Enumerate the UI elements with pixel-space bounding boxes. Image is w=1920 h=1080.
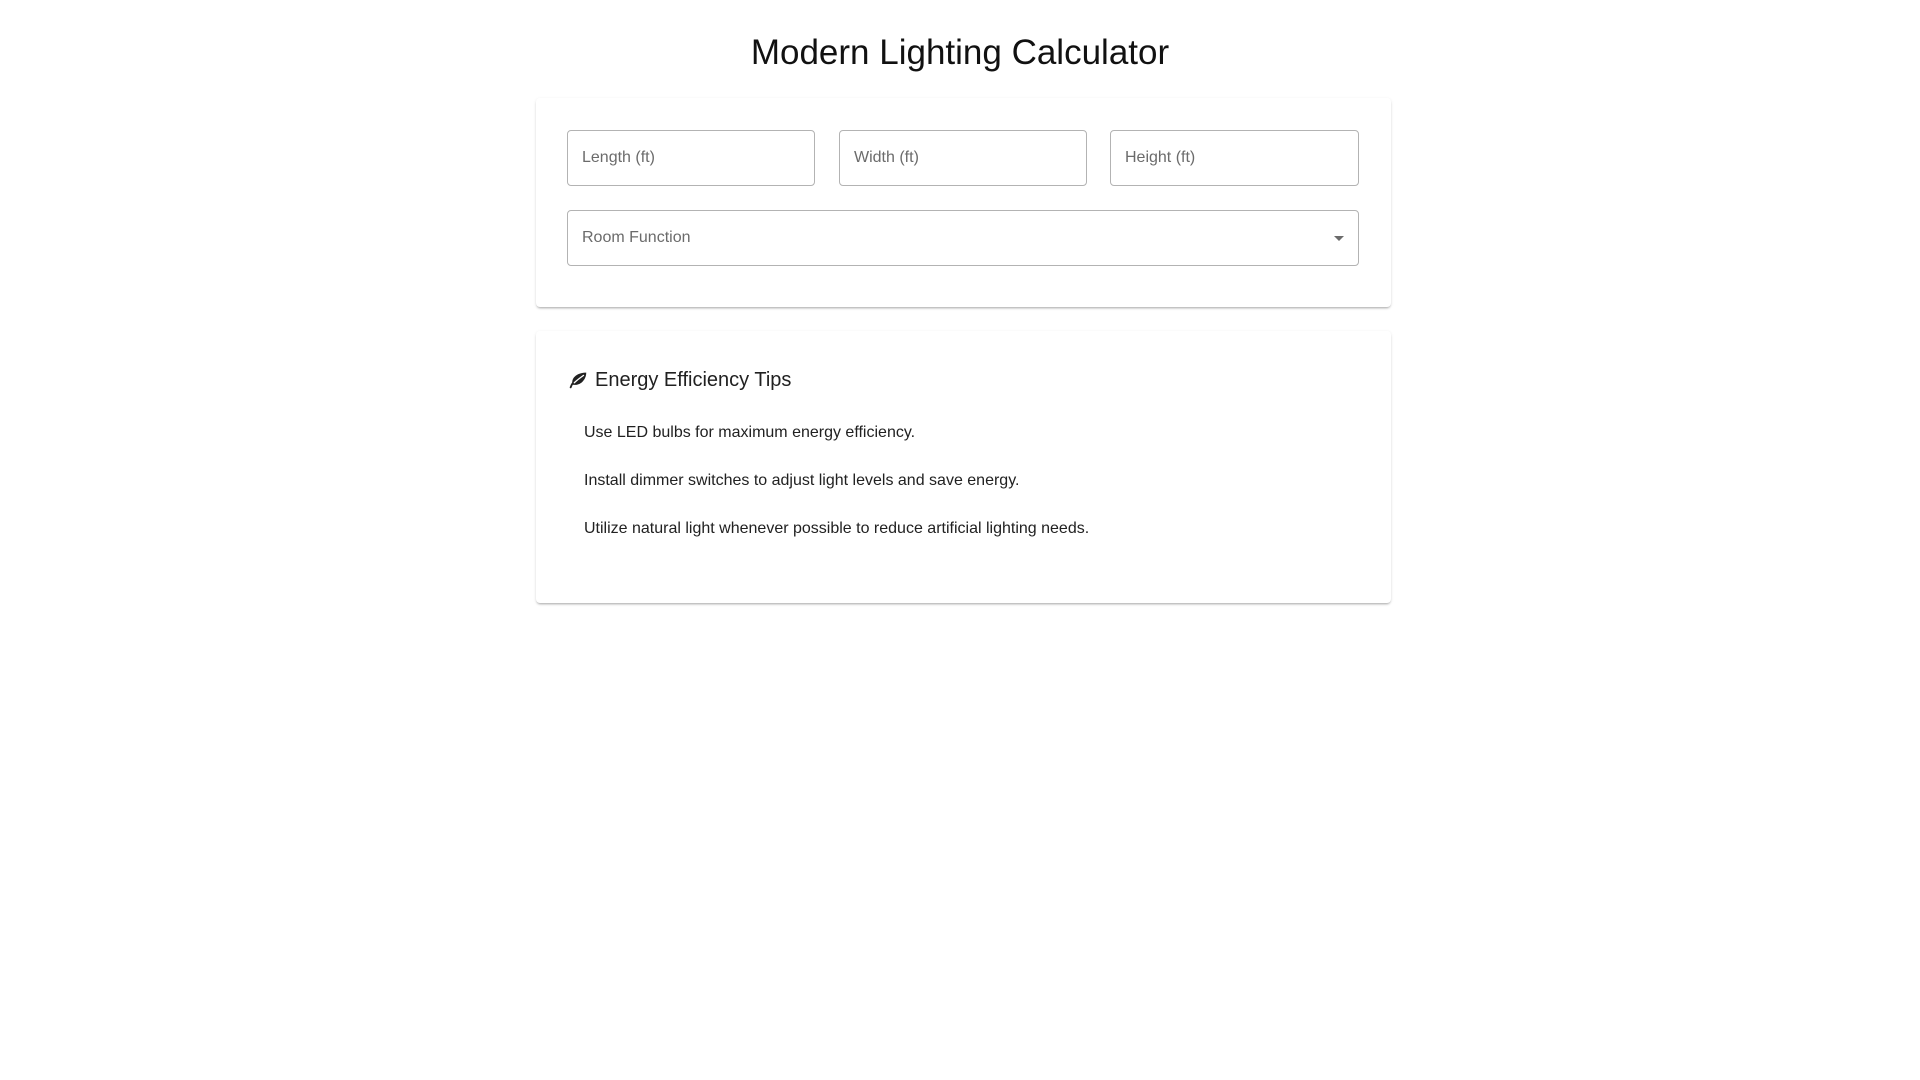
room-function-select[interactable] bbox=[567, 210, 1359, 266]
height-field[interactable] bbox=[1110, 130, 1359, 186]
room-function-label: Room Function bbox=[582, 229, 691, 246]
width-field[interactable] bbox=[839, 130, 1087, 186]
length-input[interactable] bbox=[568, 131, 814, 185]
tips-card bbox=[536, 331, 1391, 603]
leaf-icon bbox=[567, 369, 589, 391]
tips-title: Energy Efficiency Tips bbox=[595, 368, 792, 391]
page-title: Modern Lighting Calculator bbox=[750, 33, 1170, 72]
tip-item: Utilize natural light whenever possible to reduce artificial lighting needs. bbox=[584, 520, 1090, 537]
tip-item: Use LED bulbs for maximum energy efficiency. bbox=[584, 424, 916, 441]
chevron-down-icon bbox=[1334, 236, 1344, 241]
tip-item: Install dimmer switches to adjust light levels and save energy. bbox=[584, 472, 1020, 489]
tips-list bbox=[584, 421, 1089, 565]
tips-header bbox=[567, 365, 791, 395]
length-field[interactable] bbox=[567, 130, 815, 186]
calculator-card bbox=[536, 98, 1391, 307]
height-input[interactable] bbox=[1111, 131, 1358, 185]
width-input[interactable] bbox=[840, 131, 1086, 185]
